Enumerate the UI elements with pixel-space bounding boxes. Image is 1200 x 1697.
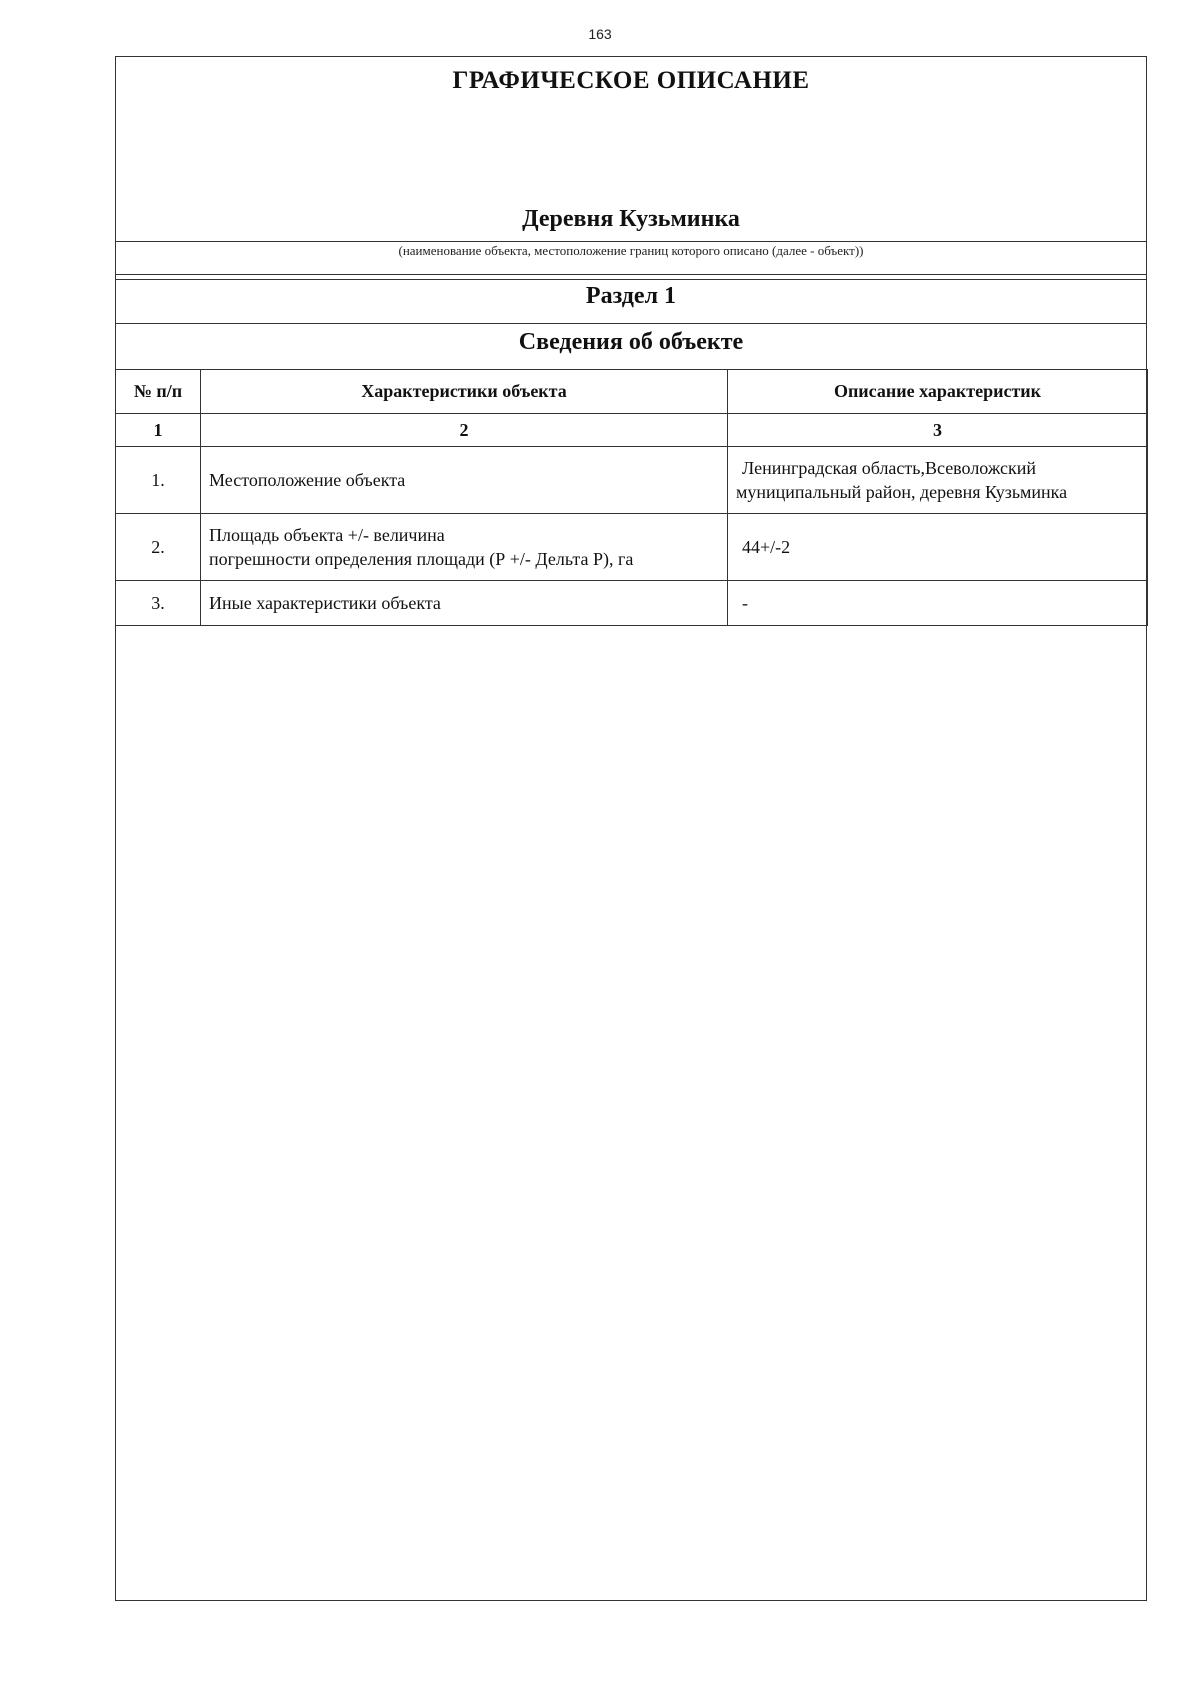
- row-description: [728, 447, 1148, 514]
- section-subtitle: Сведения об объекте: [518, 329, 744, 355]
- page-number: 163: [588, 26, 612, 42]
- divider-line: [116, 274, 1146, 275]
- column-header-characteristics: Характеристики объекта: [201, 370, 728, 414]
- row-characteristic-line: Площадь объекта +/- величина: [209, 525, 445, 545]
- column-header-description: Описание характеристик: [728, 370, 1148, 414]
- column-number: 3: [728, 414, 1148, 447]
- column-number: 2: [201, 414, 728, 447]
- table-row: [116, 514, 1148, 581]
- row-characteristic: Местоположение объекта: [201, 447, 728, 514]
- row-number: 1.: [116, 447, 201, 514]
- row-characteristic: Иные характеристики объекта: [201, 581, 728, 626]
- section-title: Раздел 1: [585, 283, 677, 309]
- object-caption: (наименование объекта, местоположение границ которого описано (далее - объект)): [398, 243, 864, 258]
- document-title: ГРАФИЧЕСКОЕ ОПИСАНИЕ: [452, 67, 810, 94]
- row-number: 3.: [116, 581, 201, 626]
- table-header-row: [116, 370, 1148, 414]
- row-number: 2.: [116, 514, 201, 581]
- divider-line: [116, 279, 1146, 280]
- divider-line: [116, 241, 1146, 242]
- object-info-table: [115, 369, 1148, 626]
- row-description-line: муниципальный район, деревня Кузьминка: [736, 482, 1068, 502]
- row-characteristic: [201, 514, 728, 581]
- document-frame: [115, 56, 1147, 1601]
- column-number: 1: [116, 414, 201, 447]
- row-description: 44+/-2: [728, 514, 1148, 581]
- table-row: [116, 447, 1148, 514]
- column-number-row: [116, 414, 1148, 447]
- row-characteristic-line: погрешности определения площади (Р +/- Дельта Р), га: [209, 549, 634, 569]
- divider-line: [116, 323, 1146, 324]
- row-description-line: Ленинградская область,Всеволожский: [742, 458, 1036, 478]
- table-row: [116, 581, 1148, 626]
- column-header-number: № п/п: [116, 370, 201, 414]
- object-name: Деревня Кузьминка: [522, 206, 740, 232]
- row-description: -: [728, 581, 1148, 626]
